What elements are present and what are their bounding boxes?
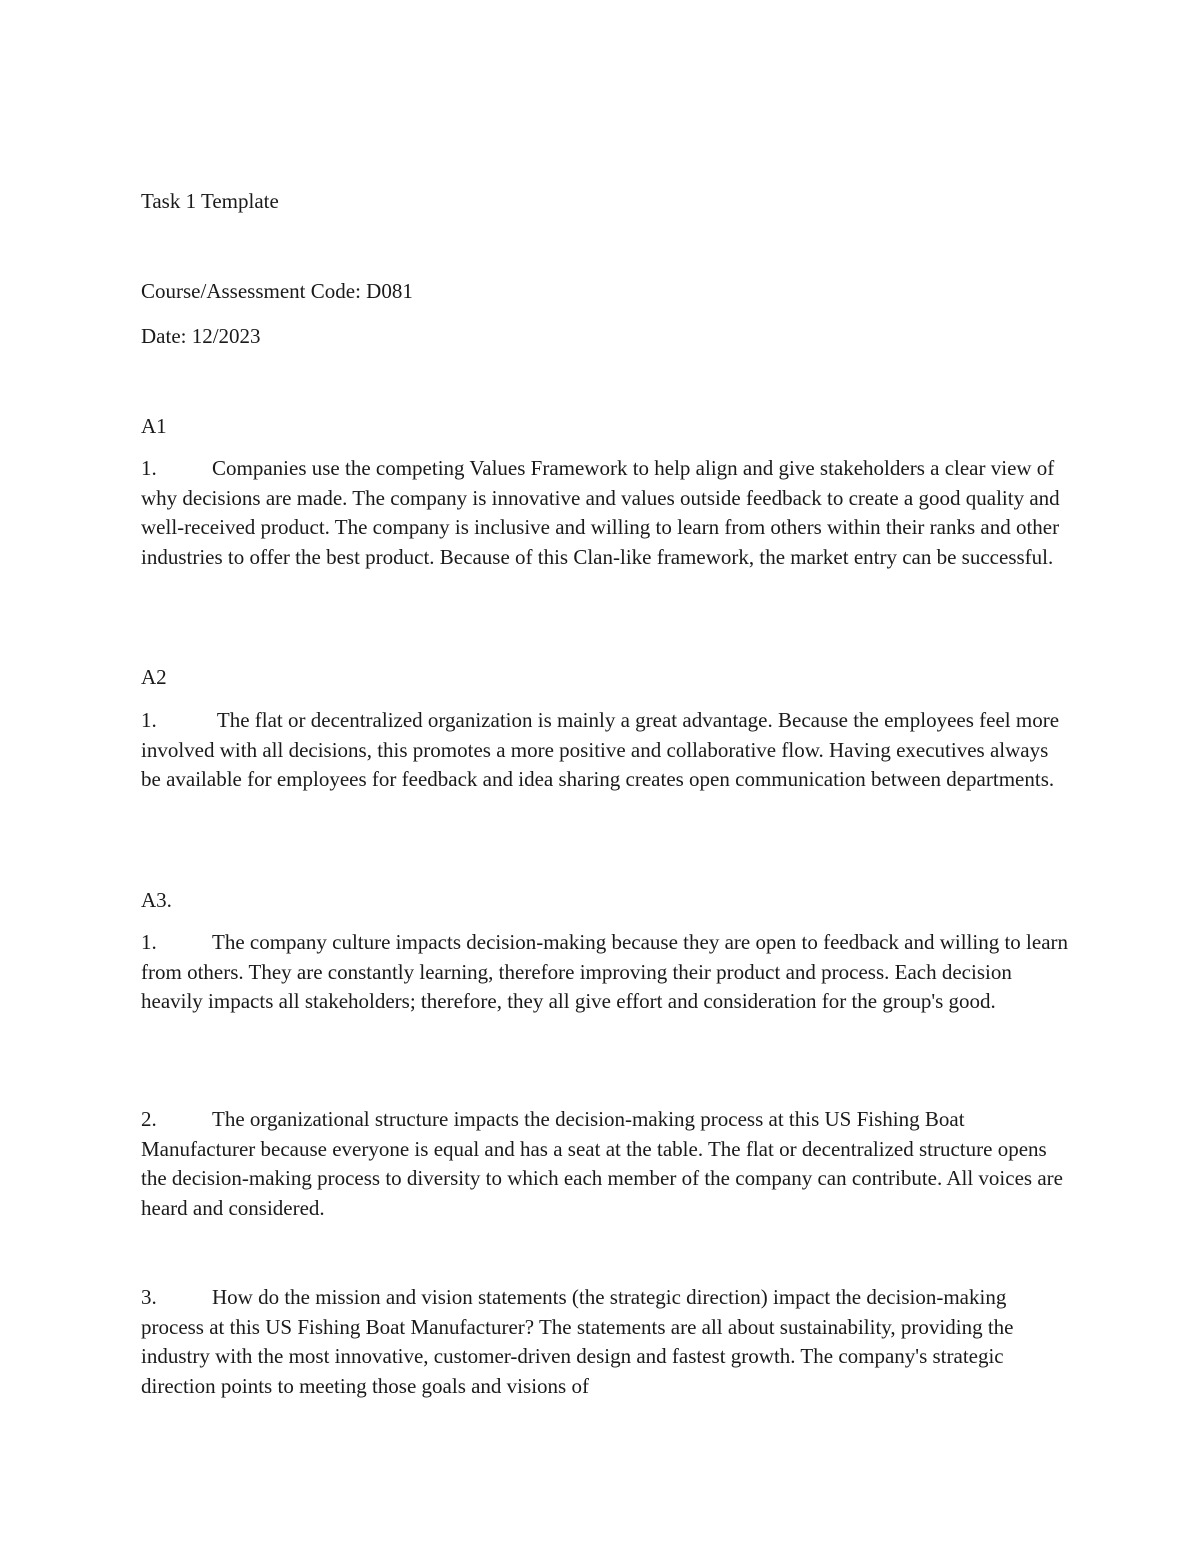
item-text: The company culture impacts decision-making because they are open to feedback and willing to learn from others. They are constantly learning, therefore improving their product and process. Each decision heavily impacts all stakeholders; therefore, they all give effort and consideration for the group's good.: [141, 930, 1069, 1013]
item-number: 1.: [141, 708, 157, 732]
document-title: Task 1 Template: [141, 189, 279, 213]
section-a3-item-3: [141, 1283, 1071, 1401]
item-number: 1.: [141, 930, 157, 954]
item-number: 2.: [141, 1107, 157, 1131]
section-a3-item-2: [141, 1105, 1071, 1223]
item-text: The flat or decentralized organization is mainly a great advantage. Because the employees feel more involved with all decisions, this promotes a more positive and collaborative flow. Having executives always be available for employees for feedback and idea sharing creates open communication between departments.: [141, 708, 1060, 791]
section-a3-item-1: [141, 928, 1071, 1017]
item-number: 1.: [141, 456, 157, 480]
document-date: Date: 12/2023: [141, 324, 261, 348]
section-a2-item-1: [141, 706, 1071, 795]
course-code: Course/Assessment Code: D081: [141, 279, 413, 303]
section-a1-item-1: [141, 454, 1071, 572]
section-heading-a3: A3.: [141, 888, 172, 912]
item-text: Companies use the competing Values Framework to help align and give stakeholders a clear view of why decisions are made. The company is innovative and values outside feedback to create a good quality and well-received product. The company is inclusive and willing to learn from others within their ranks and other industries to offer the best product. Because of this Clan-like framework, the market entry can be successful.: [141, 456, 1060, 569]
section-heading-a2: A2: [141, 665, 167, 689]
item-text: How do the mission and vision statements (the strategic direction) impact the decision-making process at this US Fishing Boat Manufacturer? The statements are all about sustainability, providing the industry with the most innovative, customer-driven design and fastest growth. The company's strategic direction points to meeting those goals and visions of: [141, 1285, 1014, 1398]
item-number: 3.: [141, 1285, 157, 1309]
section-heading-a1: A1: [141, 414, 167, 438]
item-text: The organizational structure impacts the decision-making process at this US Fishing Boat Manufacturer because everyone is equal and has a seat at the table. The flat or decentralized structure opens the decision-making process to diversity to which each member of the company can contribute. All voices are heard and considered.: [141, 1107, 1063, 1220]
